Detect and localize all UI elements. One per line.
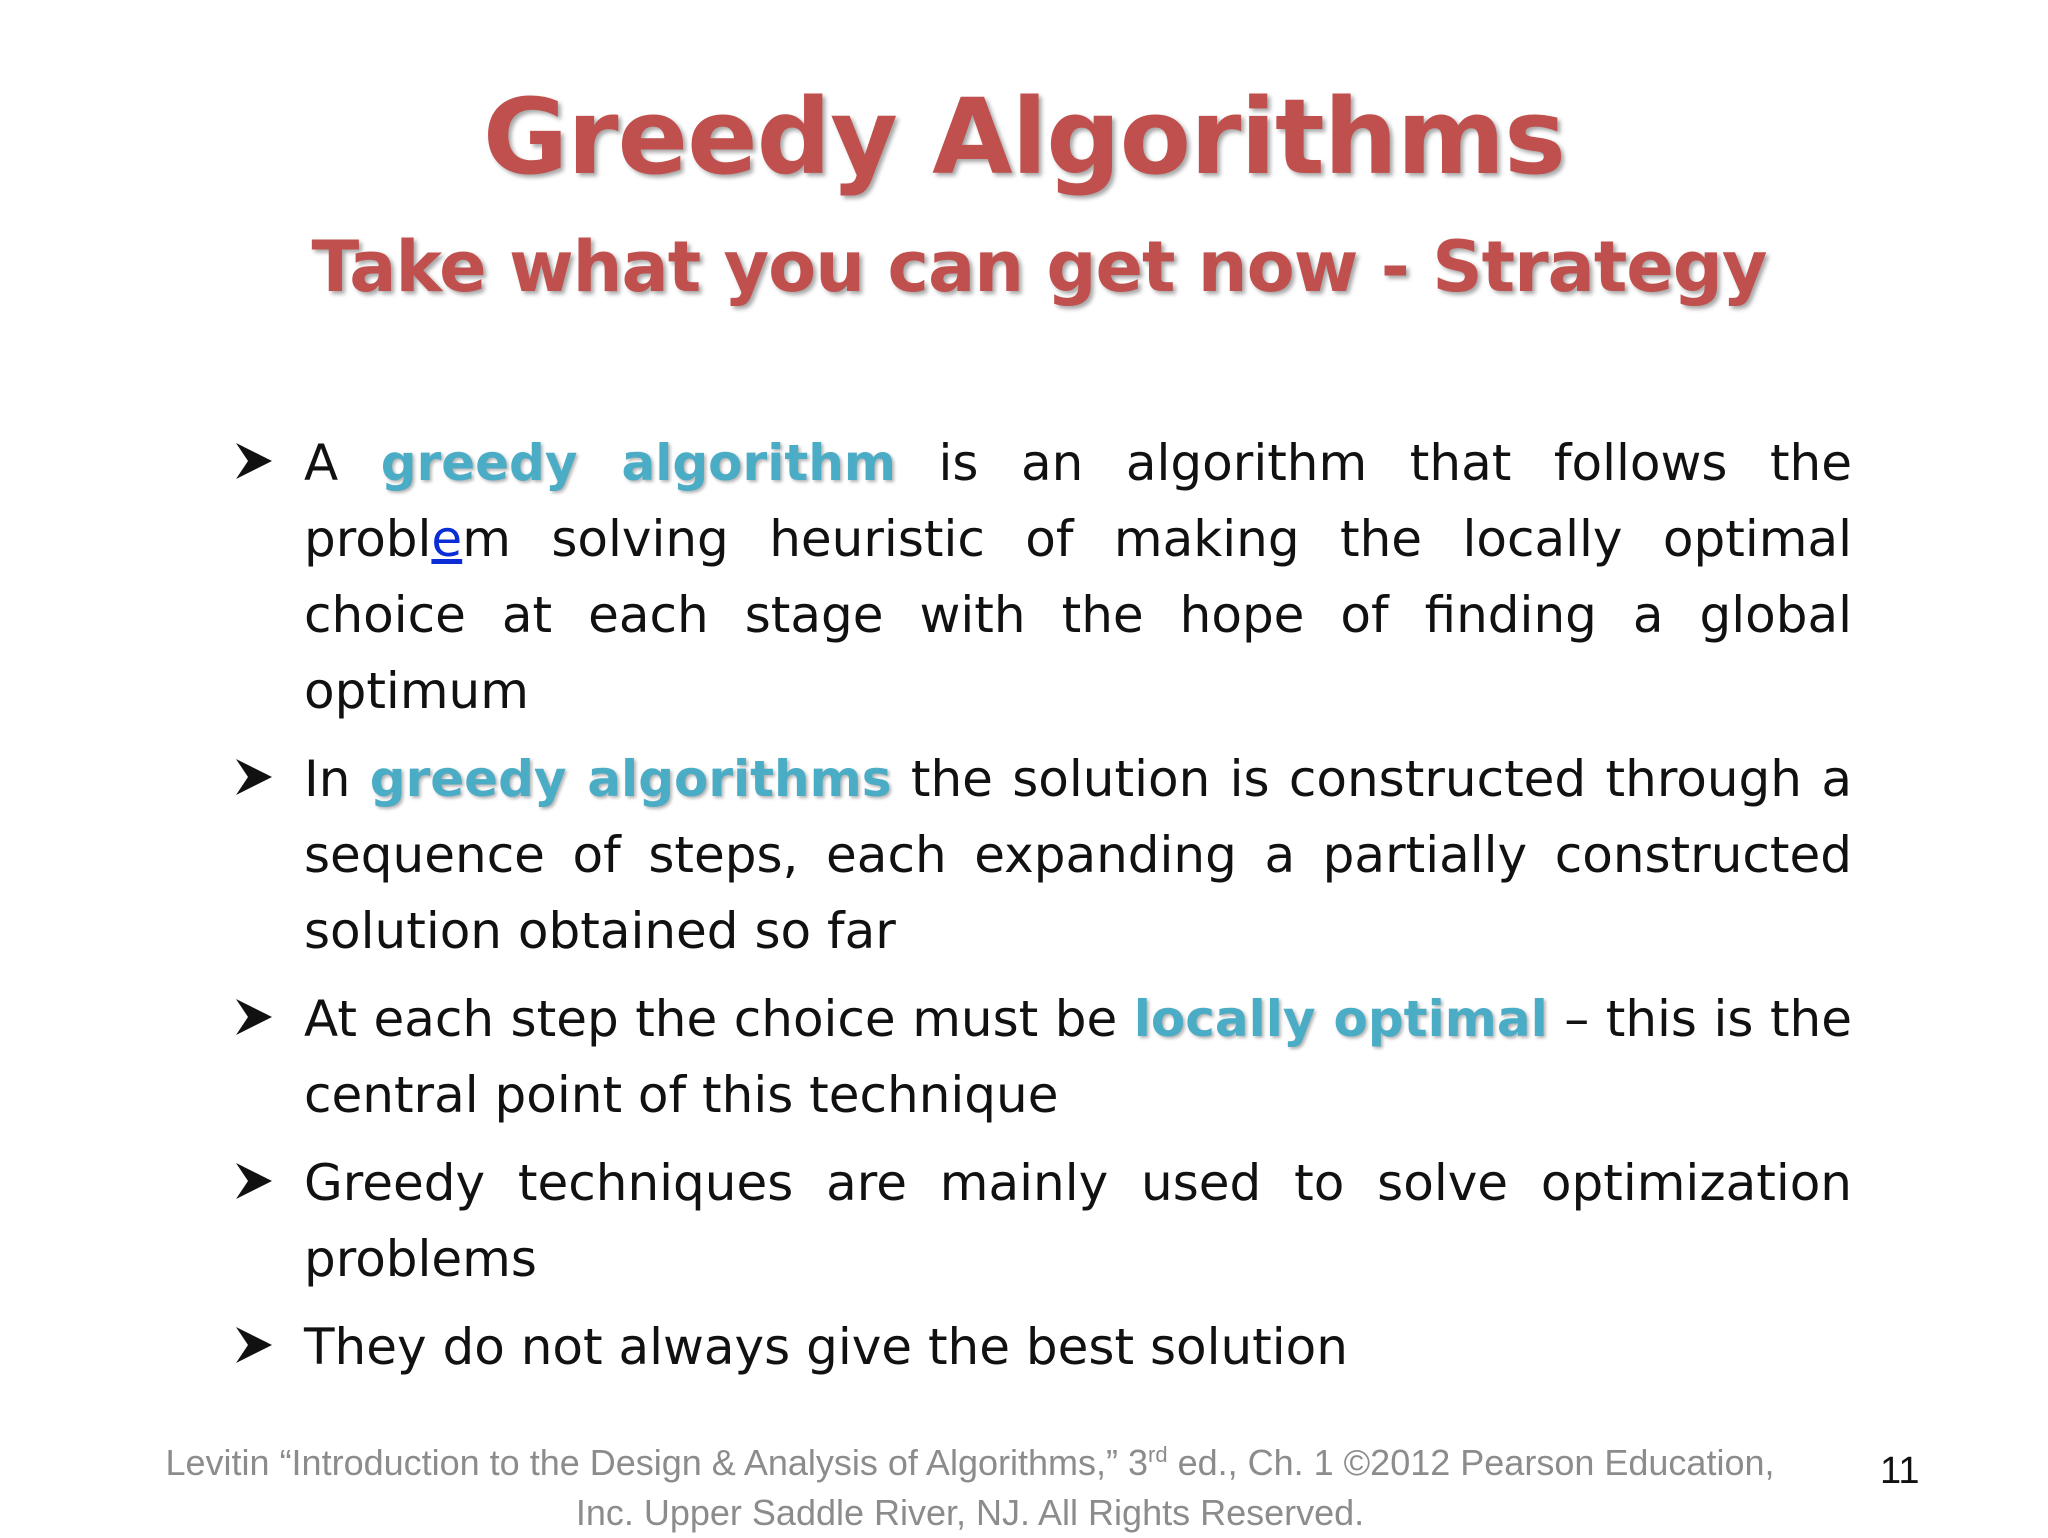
keyword-locally-optimal: locally optimal	[1133, 990, 1548, 1048]
hyperlink-char[interactable]: e	[431, 510, 463, 568]
arrowhead-bullet-icon	[232, 1159, 276, 1203]
footer-citation	[140, 1438, 1800, 1538]
bullet-list	[232, 425, 1852, 1397]
keyword-greedy-algorithms: greedy algorithms	[369, 750, 892, 808]
arrowhead-bullet-icon	[232, 755, 276, 799]
footer-text: Levitin “Introduction to the Design & Analysis of Algorithms,” 3	[165, 1442, 1148, 1483]
bullet-prefix: In	[304, 750, 370, 808]
slide-title: Greedy Algorithms	[482, 76, 1566, 198]
bullet-item-construction	[232, 741, 1852, 969]
bullet-text: is an algorithm that follows the probl	[304, 434, 1853, 568]
page-number: 11	[1880, 1450, 1920, 1492]
bullet-item-locally-optimal	[232, 981, 1852, 1133]
bullet-item-optimization	[232, 1145, 1852, 1297]
bullet-prefix: At each step the choice must be	[304, 990, 1134, 1048]
bullet-prefix: A	[304, 434, 381, 492]
bullet-text: They do not always give the best solution	[304, 1318, 1348, 1376]
bullet-text: – this is the central point of this technique	[304, 990, 1852, 1124]
bullet-item-not-best	[232, 1309, 1852, 1385]
footer-superscript: rd	[1148, 1442, 1168, 1467]
bullet-text: the solution is constructed through a sequence of steps, each expanding a partially constructed solution obtained so far	[304, 750, 1852, 960]
arrowhead-bullet-icon	[232, 1323, 276, 1367]
bullet-text: Greedy techniques are mainly used to solve optimization problems	[304, 1154, 1852, 1288]
keyword-greedy-algorithm: greedy algorithm	[380, 434, 896, 492]
arrowhead-bullet-icon	[232, 995, 276, 1039]
arrowhead-bullet-icon	[232, 439, 276, 483]
bullet-text-continued: m solving heuristic of making the locally optimal choice at each stage with the hope of finding a global optimum	[304, 510, 1852, 720]
footer-text-continued: ed., Ch. 1 ©2012 Pearson Education, Inc. Upper Saddle River, NJ. All Rights Reserved.	[575, 1442, 1775, 1533]
bullet-item-definition	[232, 425, 1852, 729]
slide-subtitle: Take what you can get now - Strategy	[311, 226, 1767, 308]
